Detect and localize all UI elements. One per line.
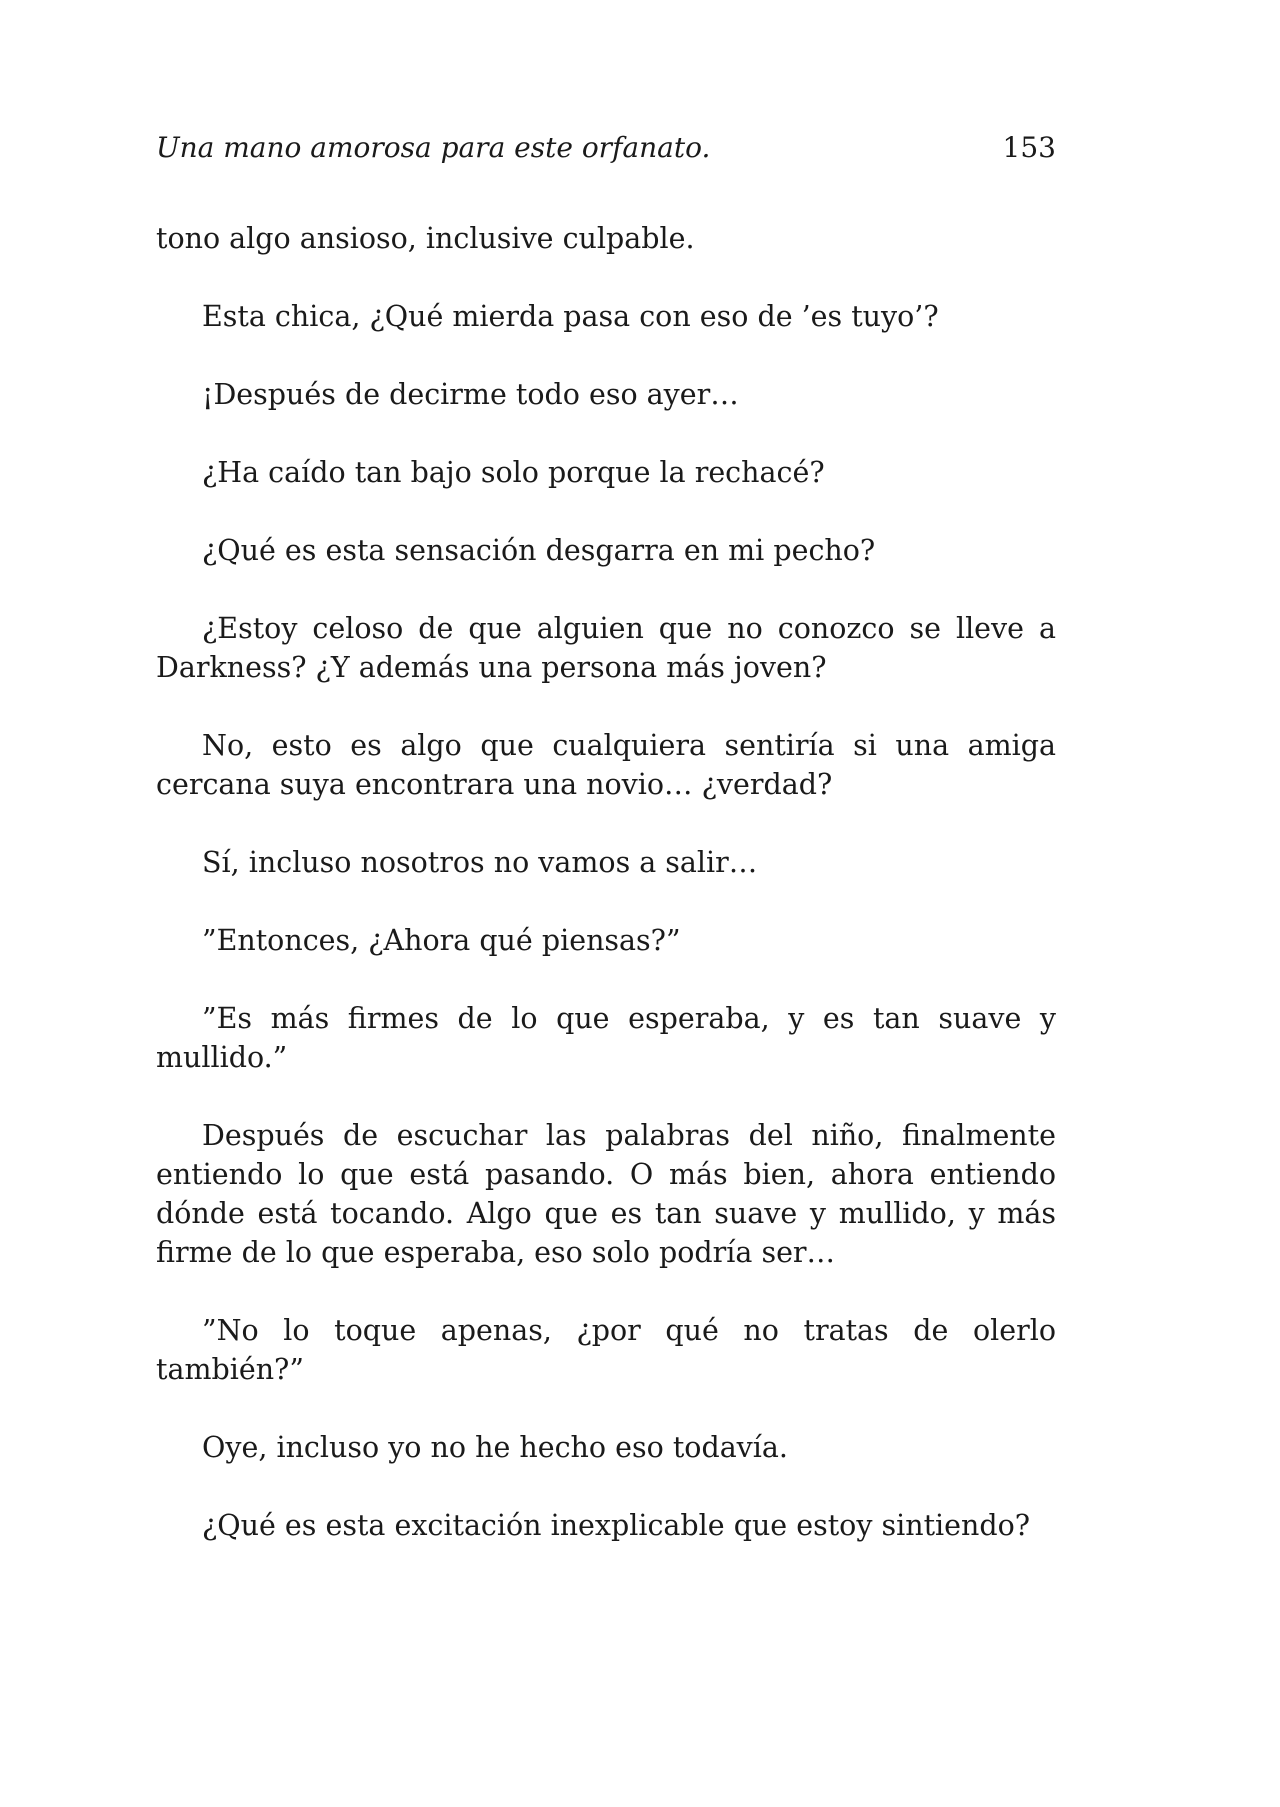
paragraph: Sí, incluso nosotros no vamos a salir… (202, 846, 758, 879)
paragraph: No, esto es algo que cualquiera sentiría si una amiga cercana suya encontrara una novio… ¿verdad? (156, 729, 1056, 801)
paragraph: Oye, incluso yo no he hecho eso todavía. (202, 1431, 788, 1464)
paragraph: ¿Qué es esta excitación inexplicable que estoy sintiendo? (202, 1509, 1031, 1542)
paragraph: ”Entonces, ¿Ahora qué piensas?” (202, 924, 681, 957)
body-text (156, 219, 1056, 1584)
paragraph: Esta chica, ¿Qué mierda pasa con eso de ’es tuyo’? (202, 300, 939, 333)
paragraph: ”No lo toque apenas, ¿por qué no tratas de olerlo también?” (156, 1314, 1056, 1386)
paragraph: ¿Qué es esta sensación desgarra en mi pecho? (202, 534, 876, 567)
paragraph: ”Es más firmes de lo que esperaba, y es tan suave y mullido.” (156, 1002, 1056, 1074)
running-head (156, 128, 1056, 168)
paragraph: ¡Después de decirme todo eso ayer… (202, 378, 739, 411)
running-title: Una mano amorosa para este orfanato. (156, 131, 711, 164)
paragraph: tono algo ansioso, inclusive culpable. (156, 222, 695, 255)
paragraph: ¿Ha caído tan bajo solo porque la rechacé? (202, 456, 825, 489)
paragraph: Después de escuchar las palabras del niño, finalmente entiendo lo que está pasando. O más bien, ahora entiendo dónde está tocando. Algo que es tan suave y mullido, y más firme de lo que esperaba, eso solo podría ser… (156, 1119, 1056, 1269)
page-number: 153 (1002, 131, 1056, 164)
paragraph: ¿Estoy celoso de que alguien que no conozco se lleve a Darkness? ¿Y además una persona más joven? (156, 612, 1056, 684)
